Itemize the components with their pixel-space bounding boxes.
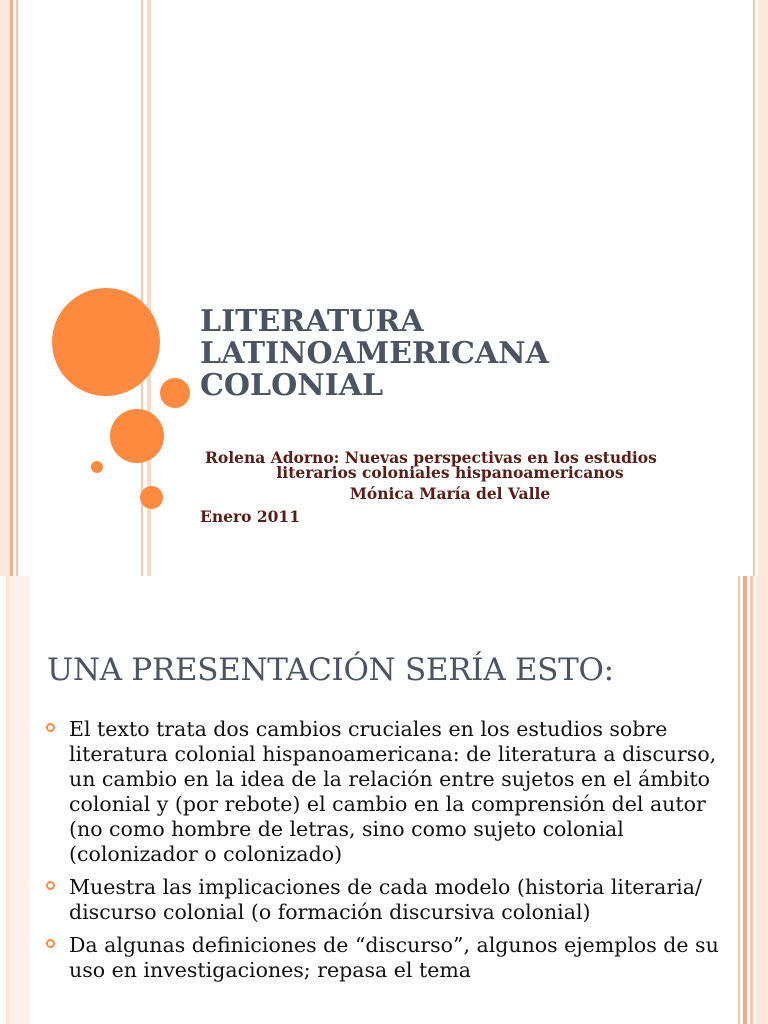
decorative-circle-small xyxy=(160,378,190,408)
title-line: LATINOAMERICANA xyxy=(200,336,549,371)
left-stripe-band xyxy=(10,576,30,1024)
decorative-circle-medium xyxy=(110,409,164,463)
bullet-text: Muestra las implicaciones de cada modelo (historia literaria/ discurso colonial (o formación discursiva colonial) xyxy=(69,875,702,924)
title-line: COLONIAL xyxy=(200,368,384,403)
slide-heading: UNA PRESENTACIÓN SERÍA ESTO: xyxy=(47,652,614,688)
bullet-text: Da algunas definiciones de “discurso”, algunos ejemplos de su uso en investigaciones; repasa el tema xyxy=(69,933,719,982)
decorative-circle-small xyxy=(140,486,163,509)
left-stripe-line xyxy=(16,0,18,576)
list-item xyxy=(46,875,726,925)
list-item xyxy=(46,933,726,983)
subtitle-line: Rolena Adorno: Nuevas perspectivas en los estudios xyxy=(205,448,657,467)
left-stripe-line xyxy=(10,0,13,576)
right-stripe-line xyxy=(738,576,740,1024)
title-line: LITERATURA xyxy=(200,304,424,339)
left-stripe-band xyxy=(0,0,10,576)
subtitle-line: literarios coloniales hispanoamericanos xyxy=(276,463,624,482)
right-stripe-line xyxy=(753,0,755,576)
right-stripe-line xyxy=(743,576,747,1024)
bullet-ring-icon xyxy=(46,881,55,890)
bullet-ring-icon xyxy=(46,939,55,948)
bullet-text: El texto trata dos cambios cruciales en los estudios sobre literatura colonial hispanoamericana: de literatura a discurso, un cambio en la idea de la relación entre sujetos en el ámbito colonial y (por rebote) el cambio en la comprensión del autor (no como hombre de letras, sino como sujeto colonial (colonizador o colonizado) xyxy=(69,717,717,866)
presentation-title xyxy=(200,306,720,402)
decorative-circle-tiny xyxy=(91,461,103,473)
decorative-circle-large xyxy=(52,288,160,396)
right-stripe-band xyxy=(756,576,768,1024)
right-stripe-line xyxy=(750,576,753,1024)
list-item xyxy=(46,717,726,867)
bullet-list xyxy=(46,717,726,991)
right-stripe-band xyxy=(758,0,768,576)
bullet-ring-icon xyxy=(46,723,55,732)
presentation-date: Enero 2011 xyxy=(200,507,300,526)
author-name: Mónica María del Valle xyxy=(349,484,551,503)
